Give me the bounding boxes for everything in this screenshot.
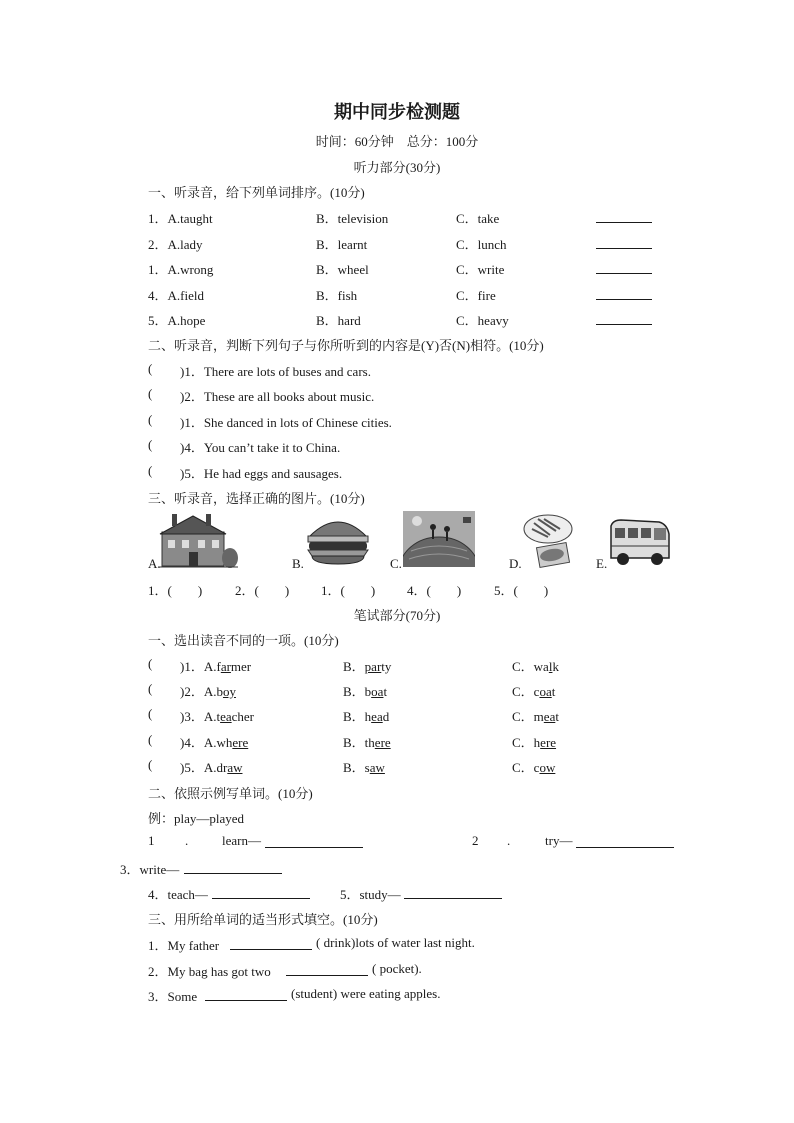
sentence-prefix: 3．Some xyxy=(148,989,198,1004)
statement-text: )1．She danced in lots of Chinese cities. xyxy=(180,415,392,430)
option-c: C．lunch xyxy=(456,237,507,252)
section-heading: 三、听录音，选择正确的图片。(10分) xyxy=(148,491,365,506)
answer-paren[interactable]: ( xyxy=(148,437,153,452)
option-a: )2．A.boy xyxy=(180,684,236,699)
option-a: 4．A.field xyxy=(148,288,204,303)
picture-answer-5[interactable]: 5．( ) xyxy=(494,583,549,598)
answer-blank[interactable] xyxy=(596,261,652,274)
option-a: )3．A.teacher xyxy=(180,709,255,724)
word-prompt: try— xyxy=(545,833,573,848)
picture-label-b: B. xyxy=(292,556,304,571)
bus-picture xyxy=(607,518,671,568)
option-a: )4．A.where xyxy=(180,735,249,750)
sentence-suffix: ( pocket). xyxy=(372,961,422,976)
answer-blank[interactable] xyxy=(265,835,363,848)
word-prompt: 5．study— xyxy=(340,887,401,902)
section-heading: 二、听录音，判断下列句子与你所听到的内容是(Y)否(N)相符。(10分) xyxy=(148,338,544,353)
question-number: 2 xyxy=(472,833,479,848)
written-part-title: 笔试部分(70分) xyxy=(353,608,441,623)
question-dot: . xyxy=(185,833,189,848)
statement-text: )2．These are all books about music. xyxy=(180,389,375,404)
answer-blank[interactable] xyxy=(212,886,310,899)
sentence-suffix: ( drink)lots of water last night. xyxy=(316,935,475,950)
answer-blank[interactable] xyxy=(184,861,282,874)
option-b: B．party xyxy=(343,659,392,674)
option-b: B．wheel xyxy=(316,262,369,277)
sentence-prefix: 2．My bag has got two xyxy=(148,964,271,979)
option-b: B．boat xyxy=(343,684,388,699)
section-heading: 一、听录音，给下列单词排序。(10分) xyxy=(148,185,365,200)
option-a: )1．A.farmer xyxy=(180,659,252,674)
word-prompt: 4．teach— xyxy=(148,887,208,902)
answer-blank[interactable] xyxy=(205,988,287,1001)
example-text: 例：play—played xyxy=(148,811,245,826)
option-c: C．walk xyxy=(512,659,559,674)
picture-answer-1[interactable]: 1．( ) xyxy=(148,583,203,598)
question-dot: . xyxy=(507,833,511,848)
answer-paren[interactable]: ( xyxy=(148,681,153,696)
hills-picture xyxy=(403,511,475,567)
answer-blank[interactable] xyxy=(576,835,674,848)
option-b: B．fish xyxy=(316,288,358,303)
answer-blank[interactable] xyxy=(230,937,312,950)
statement-text: )4．You can’t take it to China. xyxy=(180,440,341,455)
answer-blank[interactable] xyxy=(404,886,502,899)
picture-label-a: A. xyxy=(148,556,161,571)
exam-meta: 时间：60分钟 总分：100分 xyxy=(315,134,479,149)
option-a: 1．A.taught xyxy=(148,211,213,226)
section-heading: 一、选出读音不同的一项。(10分) xyxy=(148,633,339,648)
answer-blank[interactable] xyxy=(596,236,652,249)
option-c: C．meat xyxy=(512,709,559,724)
option-b: B．learnt xyxy=(316,237,368,252)
section-heading: 三、用所给单词的适当形式填空。(10分) xyxy=(148,912,378,927)
answer-blank[interactable] xyxy=(596,312,652,325)
option-a: )5．A.draw xyxy=(180,760,243,775)
sentence-suffix: (student) were eating apples. xyxy=(291,986,441,1001)
section-heading: 二、依照示例写单词。(10分) xyxy=(148,786,313,801)
statement-text: )5．He had eggs and sausages. xyxy=(180,466,343,481)
answer-blank[interactable] xyxy=(596,287,652,300)
picture-label-e: E. xyxy=(596,556,608,571)
answer-paren[interactable]: ( xyxy=(148,732,153,747)
option-a: 2．A.lady xyxy=(148,237,203,252)
answer-paren[interactable]: ( xyxy=(148,412,153,427)
statement-text: )1．There are lots of buses and cars. xyxy=(180,364,371,379)
word-prompt: learn— xyxy=(222,833,261,848)
picture-answer-2[interactable]: 2．( ) xyxy=(235,583,290,598)
option-c: C．take xyxy=(456,211,500,226)
fries-fish-picture xyxy=(520,511,576,569)
answer-paren[interactable]: ( xyxy=(148,361,153,376)
answer-paren[interactable]: ( xyxy=(148,656,153,671)
option-c: C．here xyxy=(512,735,557,750)
option-c: C．write xyxy=(456,262,505,277)
answer-blank[interactable] xyxy=(596,210,652,223)
picture-label-c: C. xyxy=(390,556,402,571)
option-b: B．saw xyxy=(343,760,385,775)
sentence-prefix: 1．My father xyxy=(148,938,220,953)
house-picture xyxy=(158,512,238,568)
hamburger-picture xyxy=(304,514,372,566)
option-c: C．cow xyxy=(512,760,556,775)
picture-label-d: D. xyxy=(509,556,522,571)
answer-blank[interactable] xyxy=(286,963,368,976)
word-prompt: 3．write— xyxy=(120,862,180,877)
option-a: 5．A.hope xyxy=(148,313,206,328)
listening-part-title: 听力部分(30分) xyxy=(353,160,441,175)
answer-paren[interactable]: ( xyxy=(148,463,153,478)
picture-answer-3[interactable]: 1．( ) xyxy=(321,583,376,598)
option-b: B．television xyxy=(316,211,389,226)
question-number: 1 xyxy=(148,833,155,848)
option-b: B．hard xyxy=(316,313,361,328)
option-c: C．fire xyxy=(456,288,496,303)
answer-paren[interactable]: ( xyxy=(148,386,153,401)
option-c: C．heavy xyxy=(456,313,509,328)
option-a: 1．A.wrong xyxy=(148,262,214,277)
option-b: B．there xyxy=(343,735,391,750)
option-c: C．coat xyxy=(512,684,556,699)
page-title: 期中同步检测题 xyxy=(334,102,460,123)
answer-paren[interactable]: ( xyxy=(148,757,153,772)
picture-answer-4[interactable]: 4．( ) xyxy=(407,583,462,598)
answer-paren[interactable]: ( xyxy=(148,706,153,721)
option-b: B．head xyxy=(343,709,390,724)
